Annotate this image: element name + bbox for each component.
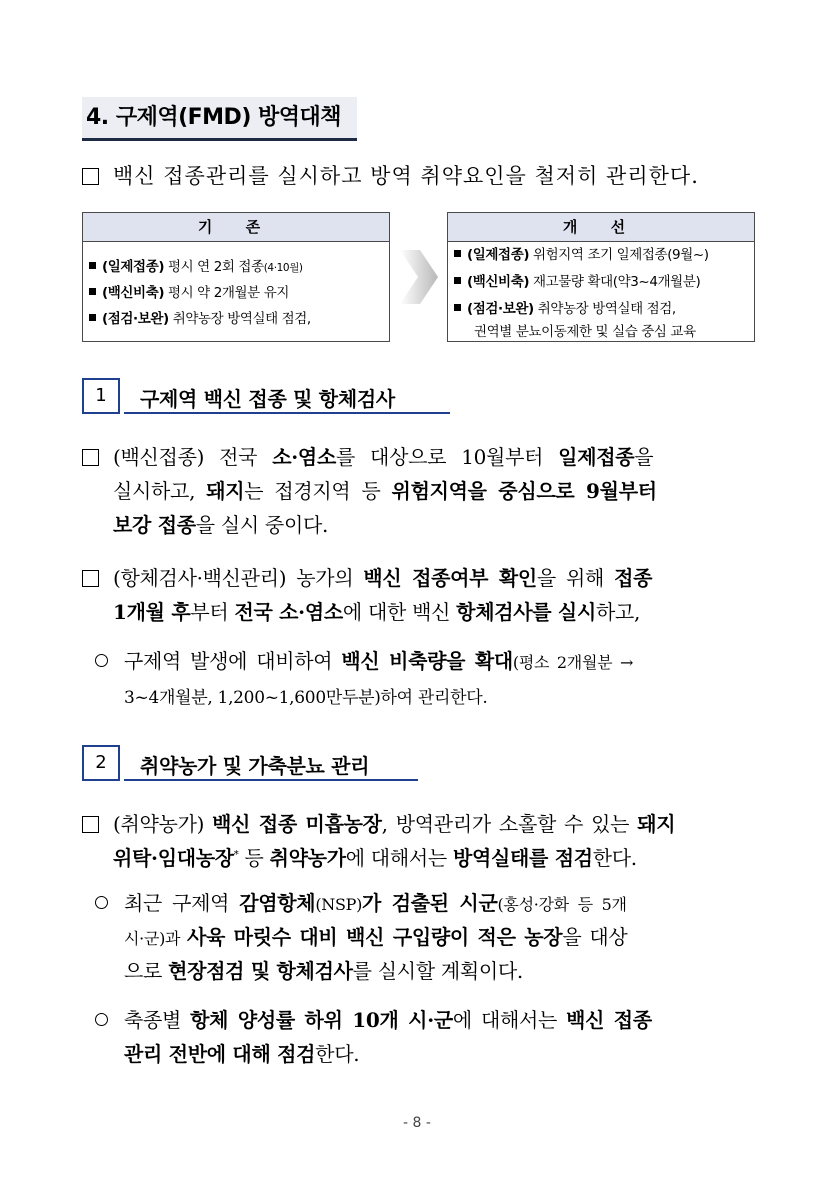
after-item: (백신비축) 재고물량 확대(약3~4개월분)	[454, 270, 700, 290]
section-underline	[124, 779, 418, 781]
section-title: 4. 구제역(FMD) 방역대책	[82, 97, 357, 141]
paragraph-line: 시·군)과 사육 마릿수 대비 백신 구입량이 적은 농장을 대상	[124, 925, 628, 949]
section-underline	[124, 412, 450, 414]
before-item: (일제접종) 평시 연 2회 접종(4·10월)	[89, 255, 303, 275]
after-item: (일제접종) 위험지역 조기 일제접종(9월~)	[454, 243, 709, 263]
paragraph-line: 구제역 발생에 대비하여 백신 비축량을 확대(평소 2개월분 →	[124, 649, 634, 673]
circle-bullet-icon	[95, 896, 108, 909]
before-box	[82, 212, 390, 342]
section-heading: 구제역 백신 접종 및 항체검사	[140, 387, 395, 411]
paragraph-line: 위탁·임대농장* 등 취약농가에 대해서는 방역실태를 점검한다.	[113, 846, 637, 870]
square-bullet-icon	[89, 262, 96, 269]
paragraph-line: (백신접종) 전국 소·염소를 대상으로 10월부터 일제접종을	[113, 445, 654, 469]
paragraph-line: 축종별 항체 양성률 하위 10개 시·군에 대해서는 백신 접종	[124, 1008, 652, 1032]
paragraph-line: (취약농가) 백신 접종 미흡농장, 방역관리가 소홀할 수 있는 돼지	[113, 812, 676, 836]
paragraph-line: 으로 현장점검 및 항체검사를 실시할 계획이다.	[124, 959, 523, 983]
after-item-continuation: 권역별 분뇨이동제한 및 실습 중심 교육	[474, 324, 696, 340]
section-number: 2	[82, 745, 120, 781]
page-number: - 8 -	[403, 1115, 431, 1131]
paragraph-line: (항체검사·백신관리) 농가의 백신 접종여부 확인을 위해 접종	[113, 566, 653, 590]
square-bullet-icon	[454, 304, 461, 311]
after-item: (점검·보완) 취약농장 방역실태 점검,	[454, 297, 676, 317]
checkbox-bullet	[82, 816, 99, 833]
arrow-right-icon	[398, 248, 440, 306]
square-bullet-icon	[89, 288, 96, 295]
section-heading: 취약농가 및 가축분뇨 관리	[140, 754, 370, 778]
square-bullet-icon	[454, 277, 461, 284]
checkbox-bullet	[82, 449, 99, 466]
after-box	[447, 212, 755, 342]
before-header: 기 존	[83, 213, 389, 242]
summary-text: 백신 접종관리를 실시하고 방역 취약요인을 철저히 관리한다.	[113, 164, 699, 188]
after-header: 개 선	[448, 213, 754, 242]
checkbox-bullet	[82, 570, 99, 587]
square-bullet-icon	[454, 250, 461, 257]
paragraph-line: 1개월 후부터 전국 소·염소에 대한 백신 항체검사를 실시하고,	[113, 600, 641, 624]
square-bullet-icon	[89, 314, 96, 321]
paragraph-line: 3~4개월분, 1,200~1,600만두분)하여 관리한다.	[124, 688, 488, 708]
before-item: (백신비축) 평시 약 2개월분 유지	[89, 281, 289, 301]
section-number: 1	[82, 378, 120, 414]
circle-bullet-icon	[95, 1013, 108, 1026]
paragraph-line: 관리 전반에 대해 점검한다.	[124, 1042, 360, 1066]
circle-bullet-icon	[95, 654, 108, 667]
before-item: (점검·보완) 취약농장 방역실태 점검,	[89, 307, 311, 327]
checkbox-bullet	[82, 168, 99, 185]
paragraph-line: 보강 접종을 실시 중이다.	[113, 513, 329, 537]
paragraph-line: 최근 구제역 감염항체(NSP)가 검출된 시군(홍성·강화 등 5개	[124, 891, 627, 915]
paragraph-line: 실시하고, 돼지는 접경지역 등 위험지역을 중심으로 9월부터	[113, 479, 657, 503]
